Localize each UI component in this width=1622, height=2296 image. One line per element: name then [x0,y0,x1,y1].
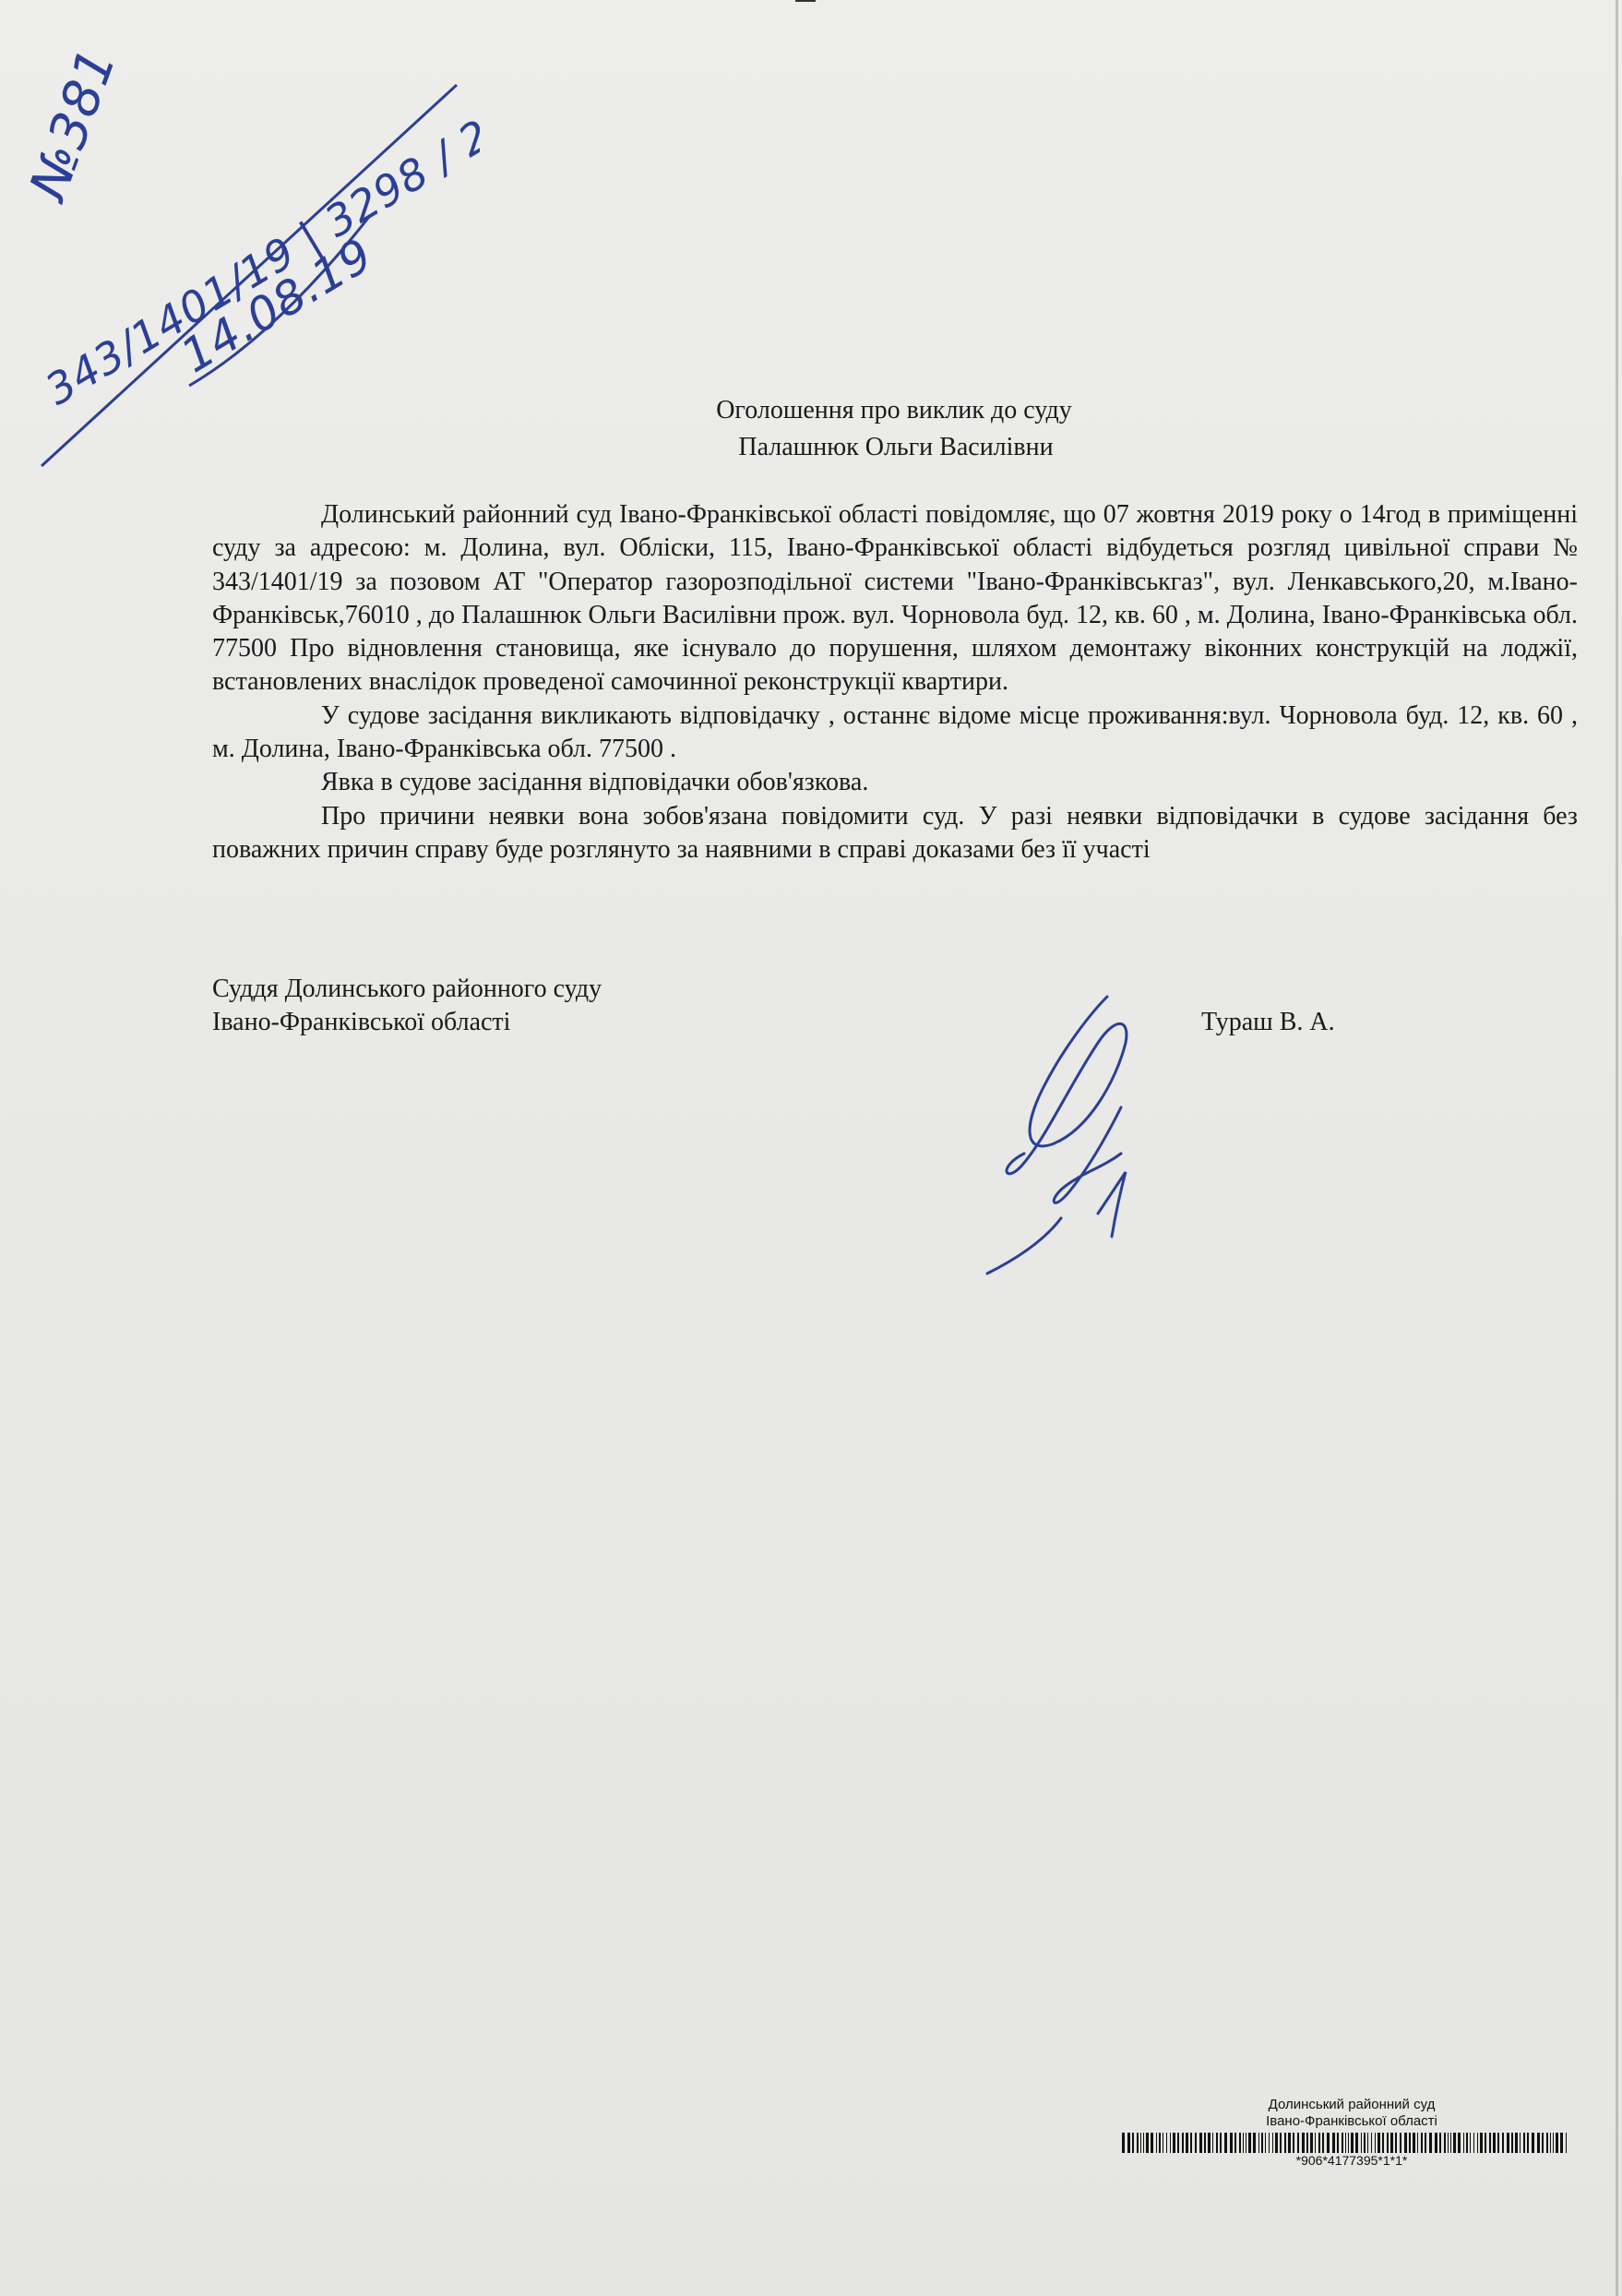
absence-paragraph: Про причини неявки вона зобов'язана повідомити суд. У разі неявки відповідачки в судове засідання без поважних причин справу буде розглянуто за наявними в справі доказами без її участі [212,801,1578,864]
barcode-bar [1318,2133,1320,2153]
barcode-bar [1395,2133,1397,2153]
barcode-bar [1224,2133,1227,2153]
barcode-bar [1170,2133,1171,2153]
barcode-bar [1159,2133,1161,2153]
barcode-bar [1473,2133,1474,2153]
barcode-bar [1166,2133,1167,2153]
judge-position-line1: Суддя Долинського районного суду [212,975,602,1003]
stamp-court-name: Долинський районний суд [1268,2097,1436,2112]
barcode-bar [1132,2133,1134,2153]
barcode-bar [1429,2133,1432,2153]
barcode-bar [1265,2133,1266,2153]
barcode-bar [1239,2133,1241,2153]
barcode-bar [1477,2133,1478,2153]
barcode-bar [1315,2133,1316,2153]
barcode-bar [1400,2133,1401,2153]
barcode-bar [1302,2133,1305,2153]
barcode-bar [1243,2133,1244,2153]
barcode-bar [1253,2133,1256,2153]
barcode-bar [1409,2133,1411,2153]
barcode-bar [1450,2133,1451,2153]
barcode [1122,2133,1570,2153]
barcode-bar [1367,2133,1368,2153]
court-registration-stamp [1118,2097,1570,2168]
notice-title [0,392,1622,466]
barcode-bar [1515,2133,1518,2153]
barcode-bar [1220,2133,1222,2153]
barcode-number: *906*4177395*1*1* [1295,2153,1408,2168]
scan-edge [1616,0,1618,2296]
barcode-bar [1546,2133,1548,2153]
barcode-bar [1511,2133,1513,2153]
barcode-bar [1306,2133,1308,2153]
barcode-bar [1387,2133,1389,2153]
barcode-bar [1542,2133,1544,2153]
barcode-bar [1502,2133,1504,2153]
barcode-bar [1421,2133,1423,2153]
barcode-bar [1553,2133,1554,2153]
defendant-name-line: Палашнюк Ольги Василівни [738,433,1054,461]
case-registration-note: 343/1401/19 | 3298 / 2019 [36,66,480,415]
barcode-bar [1463,2133,1464,2153]
barcode-bar [1173,2133,1175,2153]
barcode-bar [1140,2133,1141,2153]
scan-mark [795,0,816,2]
barcode-bar [1382,2133,1384,2153]
barcode-bar [1390,2133,1393,2153]
barcode-bar [1417,2133,1418,2153]
barcode-bar [1507,2133,1509,2153]
barcode-bar [1345,2133,1346,2153]
barcode-bar [1348,2133,1349,2153]
stamp-court-region: Івано-Франківської області [1266,2113,1437,2129]
barcode-bar [1204,2133,1206,2153]
barcode-bar [1258,2133,1259,2153]
barcode-bar [1261,2133,1263,2153]
barcode-bar [1453,2133,1456,2153]
barcode-bar [1332,2133,1335,2153]
barcode-bar [1566,2133,1567,2153]
barcode-bar [1550,2133,1551,2153]
barcode-bar [1497,2133,1499,2153]
barcode-bar [1523,2133,1525,2153]
barcode-bar [1156,2133,1157,2153]
title-line: Оголошення про виклик до суду [716,396,1072,425]
barcode-bar [1146,2133,1149,2153]
barcode-bar [1448,2133,1449,2153]
barcode-bar [1151,2133,1153,2153]
barcode-bar [1216,2133,1218,2153]
barcode-bar [1527,2133,1529,2153]
notice-body [212,498,1578,867]
barcode-bar [1190,2133,1192,2153]
barcode-bar [1351,2133,1354,2153]
barcode-bar [1297,2133,1299,2153]
barcode-bar [1532,2133,1534,2153]
barcode-bar [1288,2133,1291,2153]
barcode-bar [1439,2133,1441,2153]
barcode-bar [1404,2133,1407,2153]
barcode-bar [1364,2133,1366,2153]
sheet-number-note: №381 [18,40,129,208]
date-note: 14.08.19 [172,227,382,384]
barcode-bar [1280,2133,1282,2153]
barcode-bar [1122,2133,1125,2153]
barcode-bar [1275,2133,1278,2153]
barcode-bar [1520,2133,1521,2153]
barcode-bar [1230,2133,1233,2153]
barcode-bar [1195,2133,1197,2153]
barcode-bar [1322,2133,1324,2153]
barcode-bar [1212,2133,1213,2153]
barcode-bar [1361,2133,1362,2153]
barcode-bar [1310,2133,1313,2153]
hearing-paragraph: Долинський районний суд Івано-Франківської області повідомляє, що 07 жовтня 2019 року о 14год в приміщенні суду за адресою: м. Долина, вул. Обліски, 115, Івано-Франківської області відбудеться розгляд цивільної справи № 343/1401/19 за позовом АТ "Оператор газорозподільної системи "Івано-Франківськгаз", вул. Ленкавського,20, м.Івано-Франківськ,76010 , до Палашнюк Ольги Василівни прож. вул. Чорновола буд. 12, кв. 60 , м. Долина, Івано-Франківська обл. 77500 Про відновлення становища, яке існувало до порушення, шляхом демонтажу віконних конструкцій на лоджії, встановлених внаслідок проведеної самочинної реконструкції квартири. [212,500,1578,697]
barcode-bar [1485,2133,1486,2153]
barcode-bar [1269,2133,1270,2153]
barcode-bar [1371,2133,1372,2153]
barcode-bar [1466,2133,1468,2153]
barcode-bar [1489,2133,1491,2153]
barcode-bar [1355,2133,1358,2153]
barcode-bar [1560,2133,1563,2153]
attendance-paragraph: Явка в судове засідання відповідачки обов'язкова. [321,768,869,797]
judge-name: Тураш В. А. [1201,1008,1335,1036]
barcode-bar [1342,2133,1343,2153]
handwritten-signature [960,978,1199,1283]
barcode-bar [1248,2133,1251,2153]
barcode-bar [1337,2133,1339,2153]
barcode-bar [1444,2133,1446,2153]
barcode-bar [1186,2133,1188,2153]
judge-position-line2: Івано-Франківської області [212,1008,511,1036]
barcode-bar [1480,2133,1483,2153]
barcode-bar [1470,2133,1471,2153]
barcode-bar [1182,2133,1184,2153]
barcode-bar [1458,2133,1461,2153]
barcode-bar [1413,2133,1415,2153]
barcode-bar [1493,2133,1496,2153]
barcode-bar [1137,2133,1139,2153]
barcode-bar [1199,2133,1202,2153]
summons-paragraph: У судове засідання викликають відповідачку , останнє відоме місце проживання:вул. Чорновола буд. 12, кв. 60 , м. Долина, Івано-Франківська обл. 77500 . [212,700,1578,764]
barcode-bar [1327,2133,1330,2153]
barcode-bar [1375,2133,1376,2153]
barcode-bar [1284,2133,1286,2153]
barcode-bar [1234,2133,1236,2153]
barcode-bar [1425,2133,1426,2153]
barcode-bar [1537,2133,1540,2153]
barcode-bar [1208,2133,1211,2153]
barcode-bar [1293,2133,1294,2153]
barcode-bar [1378,2133,1380,2153]
barcode-bar [1177,2133,1179,2153]
barcode-bar [1435,2133,1437,2153]
barcode-bar [1127,2133,1130,2153]
barcode-bar [1272,2133,1273,2153]
barcode-bar [1556,2133,1558,2153]
barcode-bar [1143,2133,1144,2153]
